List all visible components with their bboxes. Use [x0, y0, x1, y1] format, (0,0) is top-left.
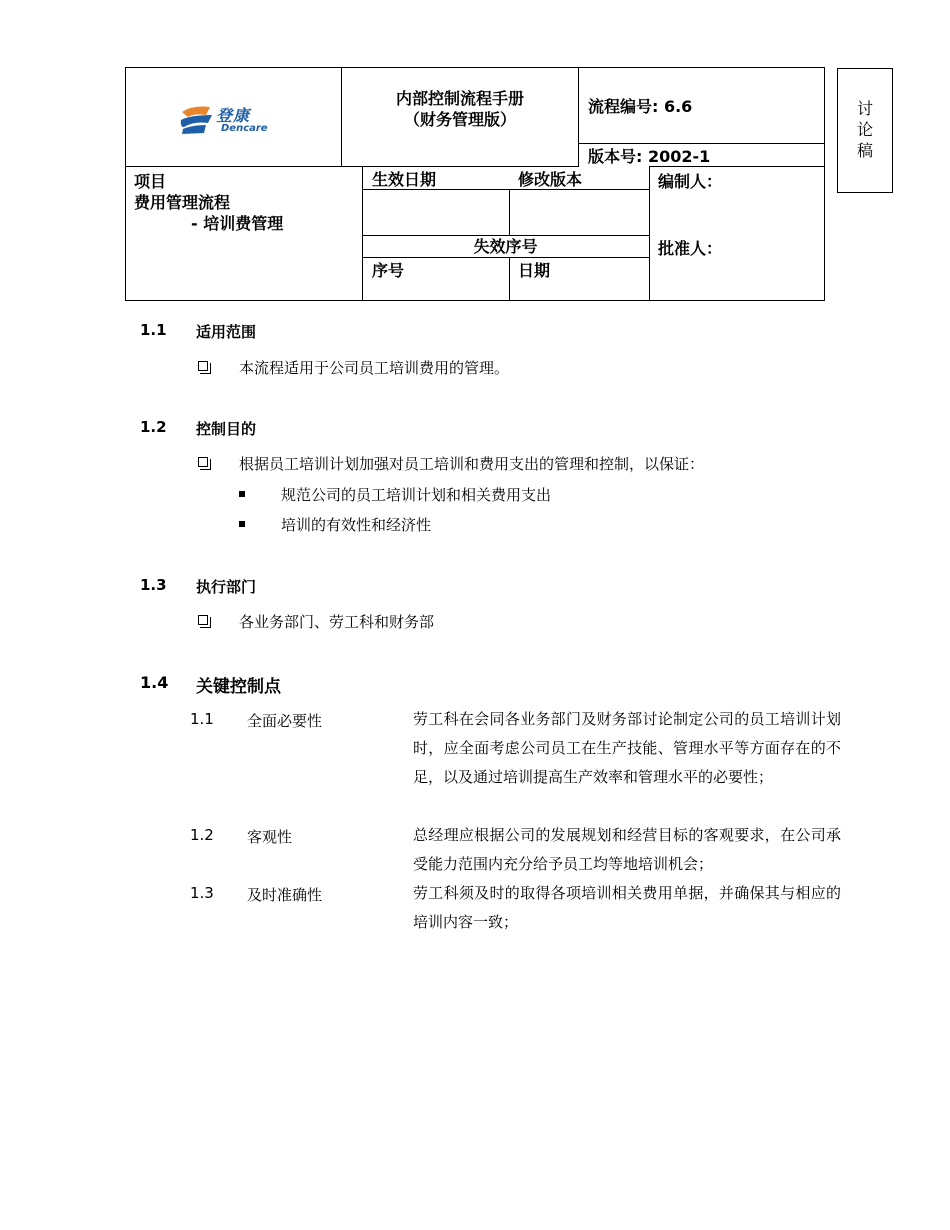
manual-title: 内部控制流程手册 — [395, 89, 524, 108]
date-label: 日期 — [518, 261, 551, 280]
list-item: 各业务部门、劳工科和财务部 — [239, 613, 435, 631]
checkbox-bullet-icon — [198, 361, 208, 371]
draft-char: 稿 — [856, 141, 873, 160]
approver-label: 批准人： — [658, 239, 723, 258]
control-point-name: 及时准确性 — [247, 886, 323, 904]
sub-list-item: 规范公司的员工培训计划和相关费用支出 — [281, 486, 552, 504]
control-point-number: 1.2 — [190, 826, 214, 844]
process-number: 流程编号: 6.6 — [588, 97, 693, 116]
effective-date-label: 生效日期 — [372, 170, 437, 189]
control-point-desc: 总经理应根据公司的发展规划和经营目标的客观要求，在公司承受能力范围内充分给予员工均等地培训机会； — [413, 826, 841, 873]
section-title: 执行部门 — [196, 578, 257, 596]
compiler-label: 编制人： — [658, 172, 723, 191]
section-number: 1.3 — [140, 576, 167, 594]
square-bullet-icon — [239, 521, 245, 527]
version-number: 版本号: 2002-1 — [588, 147, 711, 166]
project-label: 项目 — [134, 172, 167, 191]
section-title: 适用范围 — [196, 323, 257, 341]
invalid-seq-label: 失效序号 — [473, 237, 538, 256]
revision-label: 修改版本 — [518, 170, 583, 189]
manual-subtitle: （财务管理版） — [403, 110, 516, 129]
control-point-desc: 劳工科在会同各业务部门及财务部讨论制定公司的员工培训计划时，应全面考虑公司员工在生产技能、管理水平等方面存在的不足，以及通过培训提高生产效率和管理水平的必要性； — [413, 710, 841, 786]
section-number: 1.2 — [140, 418, 167, 436]
project-subtitle: - 培训费管理 — [191, 214, 284, 233]
section-number: 1.4 — [140, 673, 169, 692]
control-point-desc: 劳工科须及时的取得各项培训相关费用单据，并确保其与相应的培训内容一致； — [413, 884, 841, 931]
logo-cn-text: 登康 — [216, 106, 251, 125]
checkbox-bullet-icon — [198, 615, 208, 625]
company-logo — [180, 103, 275, 137]
draft-char: 讨 — [856, 99, 873, 118]
list-item: 根据员工培训计划加强对员工培训和费用支出的管理和控制，以保证： — [239, 455, 705, 473]
control-point-number: 1.1 — [190, 710, 214, 728]
square-bullet-icon — [239, 491, 245, 497]
section-title: 控制目的 — [196, 420, 257, 438]
checkbox-bullet-icon — [198, 457, 208, 467]
project-name: 费用管理流程 — [134, 193, 231, 212]
control-point-name: 客观性 — [247, 828, 293, 846]
logo-en-text: Dencare — [221, 123, 268, 134]
control-point-number: 1.3 — [190, 884, 214, 902]
sub-list-item: 培训的有效性和经济性 — [281, 516, 432, 534]
control-point-name: 全面必要性 — [247, 712, 323, 730]
draft-stamp — [837, 68, 893, 193]
draft-char: 论 — [856, 120, 873, 139]
section-number: 1.1 — [140, 321, 167, 339]
list-item: 本流程适用于公司员工培训费用的管理。 — [239, 359, 510, 377]
section-title: 关键控制点 — [196, 677, 281, 697]
seq-label: 序号 — [372, 261, 405, 280]
